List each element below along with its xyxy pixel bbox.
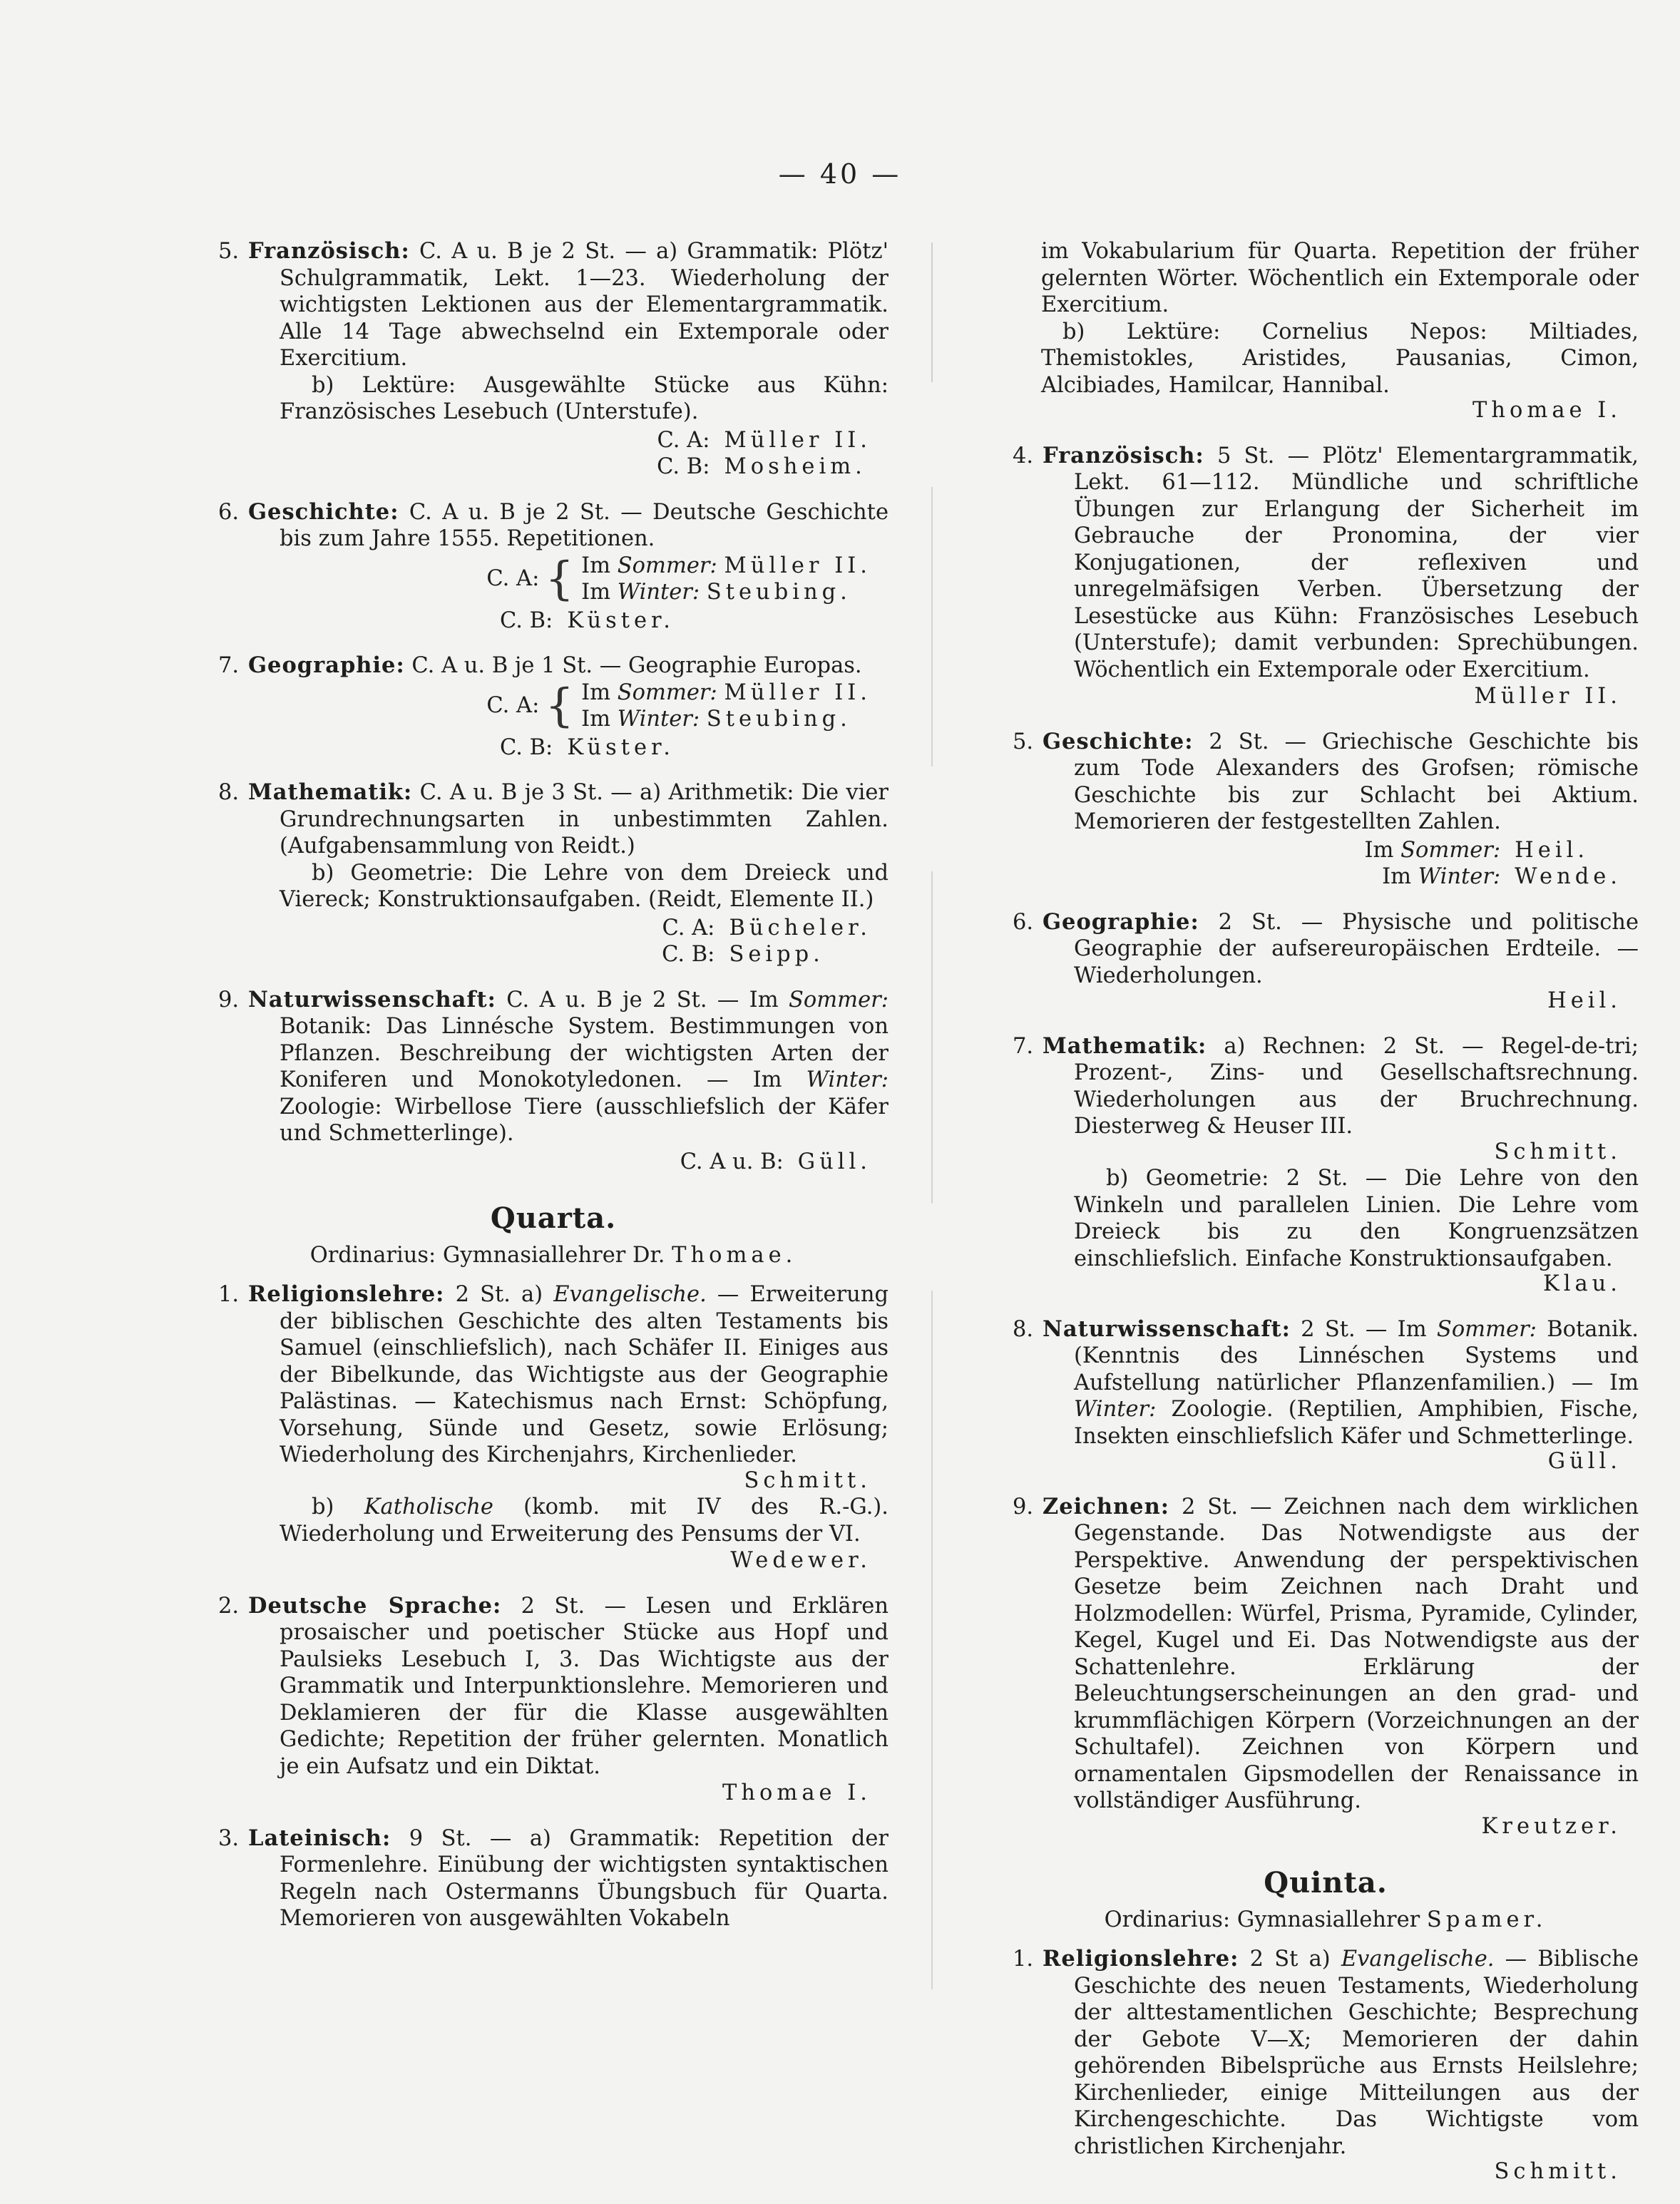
confession-label: Evangelische. [1341,1947,1495,1972]
subject-label: Geschichte: [248,498,399,525]
quarta-item-mathematik [1013,1033,1639,1298]
teacher-list [218,427,888,481]
brace-glyph: { [545,553,575,605]
item-number: 4. [1013,443,1034,468]
subject-label: Religionslehre: [1043,1946,1239,1972]
teacher-brace [218,553,888,606]
confession-label: Evangelische. [553,1282,707,1307]
season-prefix: Im [1364,837,1394,863]
quarta-item-deutsche-sprache [218,1593,888,1807]
teacher-list [218,1149,888,1176]
teacher-name: Kreutzer. [1481,1813,1622,1839]
item-number: 7. [218,653,240,678]
left-item-franzoesisch [218,238,888,481]
season-prefix: Im [581,553,611,578]
item-text: — Erweiterung der biblischen Geschichte des alten Testaments bis Samuel (einschliefslich), nach Schäfer II. Einiges aus der Bibelkunde, das Wichtigste aus der Geographie Palästinas. — Katechismus nach Ernst: Schöpfung, Vorsehung, Sünde und Gesetz, sowie Erlösung; Wiederholung des Kirchenjahrs, Kirchenlieder. [280,1282,888,1467]
season-label: Sommer: [617,553,717,578]
teacher-name: Wedewer. [730,1548,871,1573]
season-prefix: Im [581,680,611,705]
quarta-item-geographie [1013,909,1639,1015]
teacher-name: Müller II. [724,427,871,453]
season-prefix: Im [581,580,611,605]
teacher-list [218,734,888,762]
quarta-item-lateinisch [218,1825,888,1932]
continuation-text: b) Lektüre: Cornelius Nepos: Miltiades, Themistokles, Aristides, Pausanias, Cimon, Alcibiades, Hamilcar, Hannibal. [1041,319,1639,398]
subject-label: Mathematik: [248,779,413,805]
teacher-name: Mosheim. [724,454,866,479]
item-text: 2 St. — Lesen und Erklären prosaischer und poetischer Stücke aus Hopf und Paulsieks Lesebuch I, 3. Das Wichtigste aus der Grammatik und Interpunktionslehre. Memorieren und Deklamieren der für die Klasse ausgewählten Gedichte; Repetition der früher gelernten. Monatlich je ein Aufsatz und ein Diktat. [280,1593,888,1779]
ordinarius-label: Ordinarius: Gymnasiallehrer [1104,1907,1420,1932]
teacher-label: C. A: [486,693,540,719]
teacher-name: Schmitt. [1494,2159,1622,2184]
item-text: 2 St. a) [455,1282,554,1307]
subject-label: Geschichte: [1043,728,1194,754]
teacher-name: Heil. [1547,988,1622,1013]
right-column [1013,238,1639,2204]
season-label: Sommer: [788,987,888,1013]
subject-label: Lateinisch: [248,1825,391,1851]
subject-label: Deutsche Sprache: [248,1592,502,1619]
column-divider [931,242,933,1989]
teacher-label: C. A: [662,915,715,940]
teacher-label: C. B: [662,942,715,967]
item-number: 6. [218,499,240,525]
teacher-name: Schmitt. [744,1467,871,1493]
subject-label: Französisch: [248,238,410,264]
item-text: — Biblische Geschichte des neuen Testaments, Wiederholung der alttestamentlichen Geschichte; Besprechung der Gebote V—X; Memorieren der dahin gehörenden Bibelsprüche aus Ernsts Heilslehre; Kirchenlieder, einige Mitteilungen aus der Kirchengeschichte. Das Wichtigste vom christlichen Kirchenjahr. [1074,1947,1639,2159]
season-label: Winter: [617,580,700,605]
item-number: 8. [218,780,240,805]
teacher-name: Küster. [567,734,675,760]
teacher-name: Thomae I. [1472,398,1622,423]
item-number: 6. [1013,909,1034,935]
item-text: Botanik. (Kenntnis des Linnéschen Systems und Aufstellung natürlicher Pflanzenfamilien.) — Im [1074,1316,1639,1395]
item-text: C. A u. B je 1 St. — Geographie Europas. [411,653,862,678]
left-item-naturwissenschaft [218,987,888,1176]
quinta-item-religionslehre [1013,1946,1639,2185]
continuation-text: im Vokabularium für Quarta. Repetition der früher gelernten Wörter. Wöchentlich ein Extemporale oder Exercitium. [1041,239,1639,317]
teacher-name: Küster. [567,608,675,633]
teacher-label: C. B: [500,734,553,760]
left-column [218,238,888,1951]
item-text: b) [312,1495,364,1519]
item-text: 2 St a) [1249,1947,1341,1972]
ordinarius-line [218,1242,888,1269]
quarta-item-religionslehre [218,1281,888,1574]
teacher-label: C. B: [657,454,710,479]
left-item-geschichte [218,499,888,635]
quarta-item-franzoesisch [1013,443,1639,710]
quarta-item-geschichte [1013,729,1639,891]
ordinarius-line [1013,1907,1639,1934]
teacher-name: Müller II. [1474,684,1622,709]
teacher-name: Heil. [1515,837,1589,863]
teacher-name: Bücheler. [729,915,871,940]
item-text: Botanik: Das Linnésche System. Bestimmungen von Pflanzen. Beschreibung der wichtigsten Arten der Koniferen und Monokotyledonen. — Im [280,1014,888,1092]
item-text: 9 St. — a) Grammatik: Repetition der Formenlehre. Einübung der wichtigsten syntaktischen Regeln nach Ostermanns Übungsbuch für Quarta. Memorieren von ausgewählten Vokabeln [280,1825,888,1931]
teacher-name: Steubing. [706,580,851,605]
item-number: 5. [1013,729,1034,754]
subject-label: Naturwissenschaft: [1043,1316,1291,1342]
teacher-brace [218,680,888,733]
item-number: 1. [1013,1947,1034,1972]
section-title-quinta: Quinta. [1264,1866,1388,1900]
item-text: C. A u. B je 2 St. — Deutsche Geschichte bis zum Jahre 1555. Repetitionen. [280,499,888,551]
item-continuation: b) Geometrie: Die Lehre von dem Dreieck und Viereck; Konstruktionsaufgaben. (Reidt, Elemente II.) [280,860,888,912]
item-continuation: b) Geometrie: 2 St. — Die Lehre von den Winkeln und parallelen Linien. Die Lehre vom Dreieck bis zu den Kongruenzsätzen einschliefslich. Einfache Konstruktionsaufgaben. [1074,1166,1639,1271]
season-label: Winter: [617,707,700,732]
item-number: 9. [218,987,240,1013]
teacher-label: C. A: [657,427,710,453]
left-item-mathematik [218,779,888,968]
teacher-label: C. A u. B: [680,1149,784,1174]
season-prefix: Im [581,707,611,732]
item-number: 1. [218,1282,240,1307]
teacher-name: Steubing. [706,707,851,732]
left-item-geographie [218,652,888,761]
section-title-quarta: Quarta. [490,1201,617,1235]
item-text: 2 St. — Im [1301,1316,1437,1342]
subject-label: Französisch: [1043,442,1204,468]
subject-label: Naturwissenschaft: [248,986,496,1013]
quarta-item-zeichnen [1013,1494,1639,1840]
item-number: 5. [218,239,240,264]
teacher-list [1013,837,1639,891]
item-number: 3. [218,1825,240,1851]
teacher-list [218,608,888,635]
quarta-lateinisch-continuation [1013,238,1639,424]
teacher-name: Müller II. [724,680,871,705]
teacher-list [218,915,888,968]
teacher-name: Güll. [797,1149,871,1174]
teacher-name: Schmitt. [1494,1139,1622,1164]
season-prefix: Im [1382,864,1412,889]
item-text: a) Rechnen: 2 St. — Regel-de-tri; Prozent-, Zins- und Gesellschaftsrechnung. Wiederholungen aus der Bruchrechnung. Diesterweg & Heuser III. [1074,1033,1639,1139]
item-continuation [218,1494,888,1547]
page-number: — 40 — [778,158,902,190]
item-text: (komb. mit IV des R.-G.). Wiederholung und Erweiterung des Pensums der VI. [280,1495,888,1547]
season-label: Winter: [806,1067,888,1092]
ordinarius-name: Spamer. [1426,1907,1547,1932]
confession-label: Katholische [364,1495,493,1519]
quarta-item-naturwissenschaft [1013,1316,1639,1475]
teacher-label: C. B: [500,608,553,633]
item-text: Zoologie. (Reptilien, Amphibien, Fische, Insekten einschliefslich Käfer und Schmetterlinge. [1074,1397,1639,1449]
season-label: Winter: [1074,1397,1157,1422]
item-text: Zoologie: Wirbellose Tiere (ausschliefslich der Käfer und Schmetterlinge). [280,1094,888,1146]
subject-label: Geographie: [1043,908,1199,935]
item-number: 8. [1013,1316,1034,1342]
item-number: 9. [1013,1494,1034,1519]
ordinarius-label: Ordinarius: Gymnasiallehrer Dr. [309,1242,665,1268]
subject-label: Mathematik: [1043,1032,1207,1059]
item-text: 5 St. — Plötz' Elementargrammatik, Lekt. 61—112. Mündliche und schriftliche Übungen zur Erlangung der Sicherheit im Gebrauche der Pronomina, der vier Konjugationen, der reflexiven und unregelmäfsigen Verben. Übersetzung der Lesestücke aus Kühn: Französisches Lesebuch (Unterstufe); damit verbunden: Sprechübungen. Wöchentlich ein Extemporale oder Exercitium. [1074,443,1639,682]
item-text: 2 St. — Zeichnen nach dem wirklichen Gegenstande. Das Notwendigste aus der Perspektive. Anwendung der perspektivischen Gesetze beim Zeichnen nach Draht und Holzmodellen: Würfel, Prisma, Pyramide, Cylinder, Kegel, Kugel und Ei. Das Notwendigste aus der Schattenlehre. Erklärung der Beleuchtungserscheinungen an den grad- und krummflächigen Körpern (Vorzeichnungen an der Schultafel). Zeichnen von Körpern und ornamentalen Gipsmodellen der Renaissance in vollständiger Ausführung. [1074,1494,1639,1813]
item-number: 7. [1013,1033,1034,1059]
season-label: Sommer: [617,680,717,705]
subject-label: Zeichnen: [1043,1493,1170,1519]
item-continuation: b) Lektüre: Ausgewählte Stücke aus Kühn: Französisches Lesebuch (Unterstufe). [280,372,888,424]
teacher-label: C. A: [486,566,540,592]
teacher-name: Wende. [1515,864,1622,889]
brace-glyph: { [545,680,575,732]
ordinarius-name: Thomae. [672,1242,797,1268]
item-text: 2 St. — Griechische Geschichte bis zum Tode Alexanders des Grofsen; römische Geschichte bis zur Schlacht bei Aktium. Memorieren der festgestellten Zahlen. [1074,729,1639,834]
season-label: Sommer: [1400,837,1501,863]
item-number: 2. [218,1593,240,1619]
item-text: C. A u. B je 2 St. — a) Grammatik: Plötz' Schulgrammatik, Lekt. 1—23. Wiederholung der wichtigsten Lektionen aus der Elementargrammatik. Alle 14 Tage abwechselnd ein Extemporale oder Exercitium. [280,239,888,371]
season-label: Winter: [1418,864,1501,889]
subject-label: Geographie: [248,652,405,678]
teacher-name: Klau. [1542,1271,1622,1296]
teacher-name: Güll. [1547,1449,1622,1474]
item-text: 2 St. — Physische und politische Geographie der aufsereuropäischen Erdteile. — Wiederholungen. [1074,909,1639,988]
subject-label: Religionslehre: [248,1281,445,1307]
teacher-name: Seipp. [729,942,824,967]
teacher-name: Müller II. [724,553,871,578]
item-text: C. A u. B je 2 St. — Im [506,987,789,1013]
teacher-name: Thomae I. [722,1780,871,1805]
item-text: C. A u. B je 3 St. — a) Arithmetik: Die vier Grundrechnungsarten in unbestimmten Zahlen. (Aufgabensammlung von Reidt.) [280,780,888,858]
season-label: Sommer: [1436,1316,1537,1342]
